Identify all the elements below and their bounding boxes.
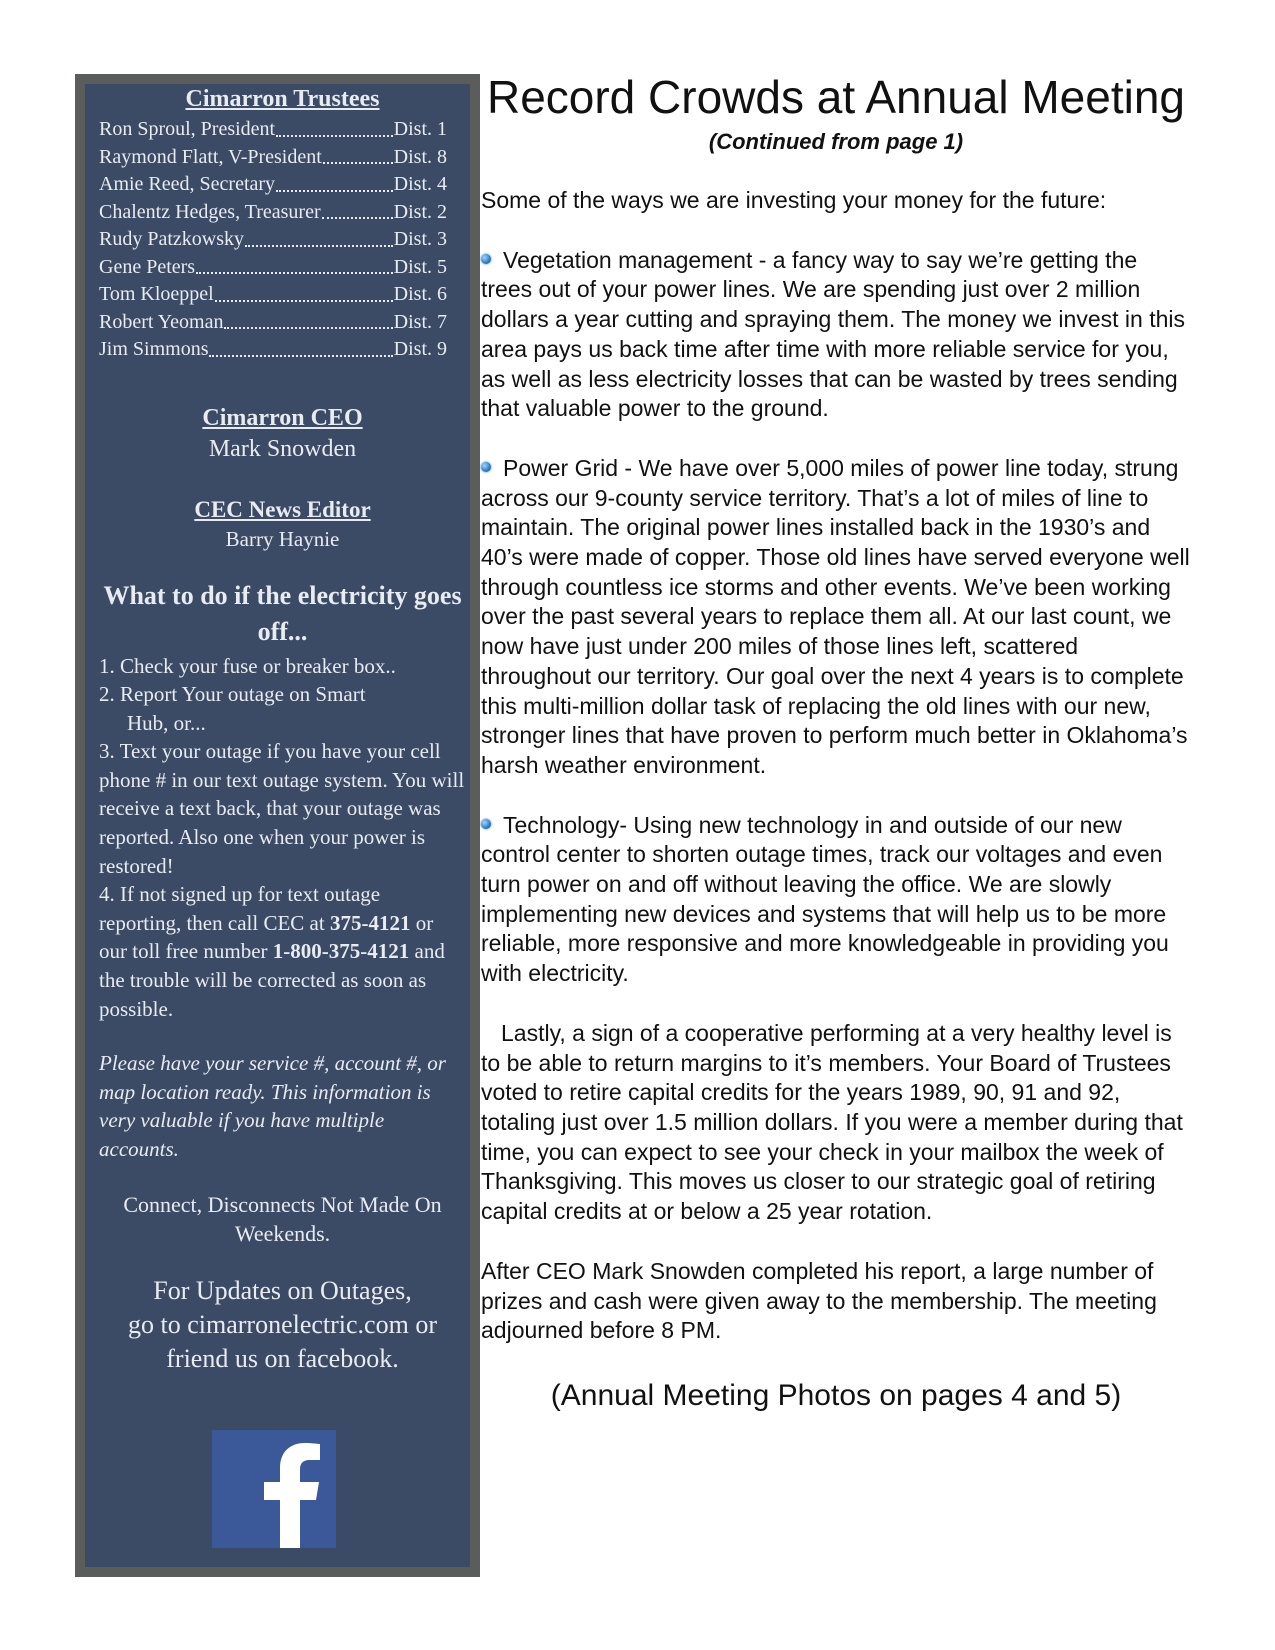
- trustee-name: Gene Peters: [99, 255, 196, 278]
- after-paragraph: After CEO Mark Snowden completed his report, a large number of prizes and cash were given away to the membership. The meeting adjourned before 8 PM.: [481, 1257, 1157, 1344]
- outage-step-1: 1. Check your fuse or breaker box..: [99, 653, 396, 678]
- power-grid-text: Power Grid - We have over 5,000 miles of power line today, strung across our 9-county service territory. That’s a lot of miles of line to maintain. The original power lines installed back in the 1930’s and 40’s were made of copper. Those old lines have served everyone well through countless ice storms and other events. We’ve been working over the past several years to replace them all. At our last count, we now have just under 200 miles of those lines left, scattered throughout our territory. Our goal over the next 4 years is to complete this multi-million dollar task of replacing the old lines with our new, stronger lines that have proven to perform much better in Oklahoma’s harsh weather environment.: [481, 454, 1190, 778]
- leader-dots: [209, 355, 392, 357]
- blue-bullet-icon: [481, 462, 491, 472]
- trustee-district: Dist. 1: [393, 118, 447, 140]
- trustee-district: Dist. 3: [393, 228, 447, 250]
- ceo-heading: Cimarron CEO: [202, 404, 363, 431]
- outage-step-4-text: and the trouble will be corrected as soon as possible.: [99, 939, 445, 1021]
- outage-step-4: [99, 880, 466, 1023]
- outage-step-2-cont: Hub, or...: [127, 710, 206, 735]
- leader-dots: [322, 217, 393, 219]
- phone-number: 375-4121: [329, 910, 411, 935]
- power-grid-paragraph: [481, 454, 1191, 781]
- outage-step-4-text: 4. If not signed up for text outage reporting, then call CEC at: [99, 882, 381, 935]
- outage-heading: What to do if the electricity goes off...: [103, 580, 462, 646]
- leader-dots: [276, 135, 393, 137]
- leader-dots: [245, 245, 393, 247]
- account-info-note: Please have your service #, account #, or map location ready. This information is very valuable if you have multiple accounts.: [99, 1051, 446, 1161]
- trustee-row: [99, 171, 447, 199]
- outage-step-3: 3. Text your outage if you have your cell phone # in our text outage system. You will receive a text back, that your outage was reported. Also one when your power is restored!: [99, 739, 465, 878]
- intro-paragraph: Some of the ways we are investing your money for the future:: [481, 187, 1107, 213]
- trustee-row: [99, 336, 447, 364]
- vegetation-text: Vegetation management - a fancy way to say we’re getting the trees out of your power lines. We are spending just over 2 million dollars a year cutting and spraying them. The money we invest in this area pays us back time after time with more reliable service for you, as well as less electricity losses that can be wasted by trees sending that valuable power to the ground.: [481, 246, 1185, 422]
- trustee-row: [99, 281, 447, 309]
- editor-name: Barry Haynie: [225, 526, 340, 551]
- trustee-district: Dist. 5: [393, 255, 447, 278]
- leader-dots: [276, 190, 393, 192]
- trustee-name: Raymond Flatt, V-President: [99, 145, 322, 168]
- facebook-logo-icon[interactable]: [212, 1430, 336, 1548]
- outage-steps: [99, 652, 466, 1024]
- trustee-name: Amie Reed, Secretary: [99, 173, 276, 195]
- vegetation-paragraph: [481, 246, 1191, 424]
- sidebar-panel: [85, 84, 470, 1567]
- leader-dots: [215, 300, 393, 302]
- trustee-row: [99, 309, 447, 337]
- leader-dots: [196, 272, 393, 274]
- facebook-f-icon: [212, 1430, 336, 1548]
- trustee-district: Dist. 8: [393, 145, 447, 168]
- trustees-list: [99, 116, 466, 364]
- trustees-heading: Cimarron Trustees: [185, 86, 380, 112]
- toll-free-number: 1-800-375-4121: [272, 939, 410, 964]
- sidebar-frame: [75, 74, 480, 1577]
- connect-note: Connect, Disconnects Not Made On Weekends.: [123, 1191, 442, 1246]
- trustee-name: Chalentz Hedges, Treasurer: [99, 200, 321, 223]
- leader-dots: [323, 162, 393, 164]
- updates-line: friend us on facebook.: [166, 1343, 399, 1373]
- trustee-district: Dist. 9: [393, 338, 447, 360]
- outage-step-2: 2. Report Your outage on Smart: [99, 682, 366, 707]
- photos-note: (Annual Meeting Photos on pages 4 and 5): [550, 1378, 1122, 1412]
- continued-note: (Continued from page 1): [708, 129, 964, 154]
- trustee-row: [99, 144, 447, 172]
- trustee-row: [99, 199, 447, 227]
- blue-bullet-icon: [481, 819, 491, 829]
- trustee-district: Dist. 4: [393, 173, 447, 195]
- updates-note: [99, 1274, 466, 1376]
- trustee-row: [99, 226, 447, 254]
- lastly-paragraph: Lastly, a sign of a cooperative performing at a very healthy level is to be able to return margins to it’s members. Your Board of Trustees voted to retire capital credits for the years 1989, 90, 91 and 92, totaling just over 1.5 million dollars. If you were a member during that time, you can expect to see your check in your mailbox the week of Thanksgiving. This moves us closer to our strategic goal of retiring capital credits at or below a 25 year rotation.: [481, 1019, 1183, 1225]
- article: [481, 70, 1191, 1416]
- trustee-district: Dist. 2: [393, 200, 447, 223]
- blue-bullet-icon: [481, 254, 491, 264]
- leader-dots: [224, 327, 392, 329]
- trustee-district: Dist. 6: [393, 283, 447, 305]
- technology-text: Technology- Using new technology in and outside of our new control center to shorten outage times, track our voltages and even turn power on and off without leaving the office. We are slowly implementing new devices and systems that will help us to be more reliable, more responsive and more knowledgeable in providing you with electricity.: [481, 811, 1169, 987]
- trustee-row: [99, 116, 447, 144]
- trustee-district: Dist. 7: [393, 310, 447, 333]
- trustee-name: Ron Sproul, President: [99, 118, 276, 140]
- trustee-name: Jim Simmons: [99, 338, 209, 360]
- technology-paragraph: [481, 811, 1191, 989]
- article-title: Record Crowds at Annual Meeting: [486, 71, 1186, 123]
- trustee-name: Rudy Patzkowsky: [99, 228, 244, 250]
- trustee-name: Robert Yeoman: [99, 310, 224, 333]
- updates-line: For Updates on Outages,: [153, 1275, 412, 1305]
- outage-step-4-text: or our toll free number: [99, 910, 434, 964]
- ceo-name: Mark Snowden: [208, 435, 357, 462]
- editor-heading: CEC News Editor: [194, 496, 371, 522]
- trustee-name: Tom Kloeppel: [99, 283, 214, 305]
- updates-line: go to cimarronelectric.com or: [128, 1309, 437, 1339]
- trustee-row: [99, 254, 447, 282]
